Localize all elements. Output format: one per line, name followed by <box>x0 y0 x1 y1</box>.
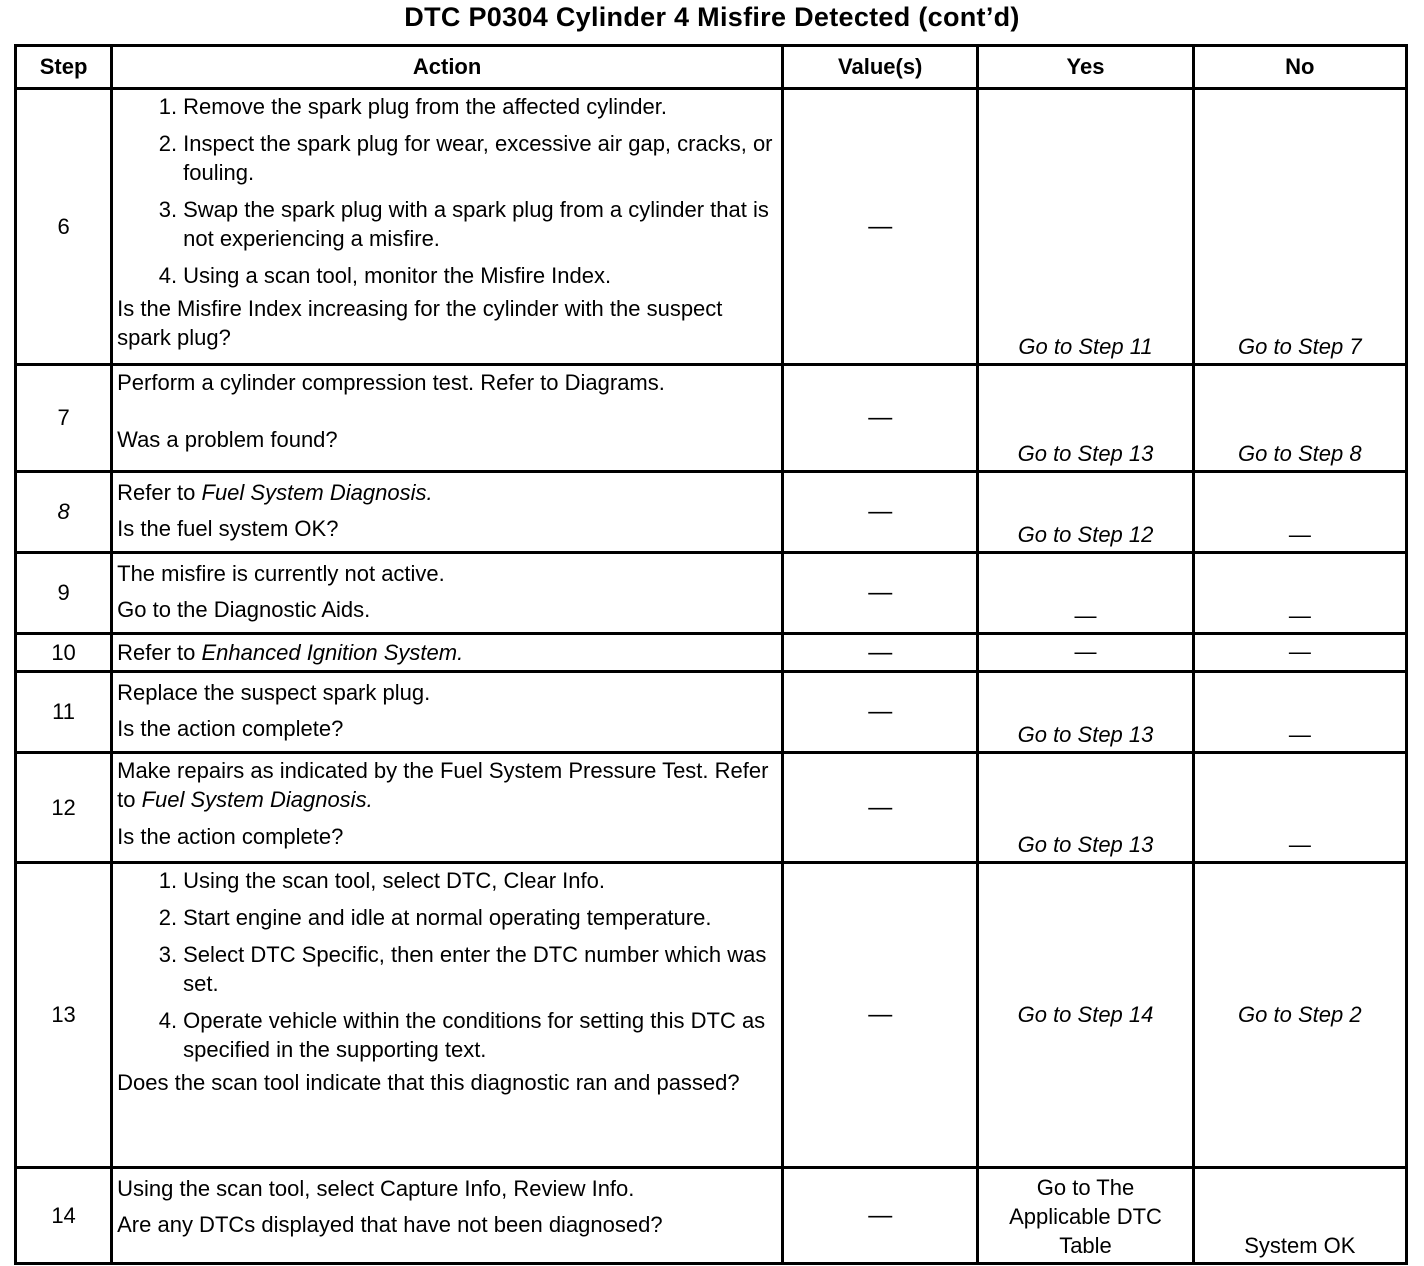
page-title: DTC P0304 Cylinder 4 Misfire Detected (cont’d) <box>404 2 1020 32</box>
yes-cell: Go to Step 14 <box>978 863 1193 1168</box>
step-number: 9 <box>16 553 112 634</box>
header-step: Step <box>16 46 112 89</box>
yes-cell: — <box>978 634 1193 672</box>
list-number: 4. <box>158 1008 178 1033</box>
action-text-prefix: Refer to <box>117 480 202 505</box>
list-item <box>158 195 777 253</box>
list-number: 2. <box>158 131 178 156</box>
action-text: Perform a cylinder compression test. Refer to Diagrams. <box>117 370 665 395</box>
list-item <box>158 940 777 998</box>
no-cell: System OK <box>1193 1168 1406 1264</box>
list-number: 4. <box>158 263 178 288</box>
list-item <box>158 92 777 121</box>
table-row <box>16 89 1407 365</box>
action-question: Are any DTCs displayed that have not been diagnosed? <box>117 1212 663 1237</box>
action-cell <box>112 365 783 472</box>
table-row <box>16 753 1407 863</box>
value-cell: — <box>783 634 978 672</box>
table-row <box>16 634 1407 672</box>
yes-cell: Go to Step 13 <box>978 753 1193 863</box>
action-cell <box>112 753 783 863</box>
list-text: Operate vehicle within the conditions for setting this DTC as specified in the supporting text. <box>183 1008 766 1062</box>
no-cell: Go to Step 2 <box>1193 863 1406 1168</box>
value-cell: — <box>783 553 978 634</box>
action-question: Is the action complete? <box>117 824 344 849</box>
yes-cell: — <box>978 553 1193 634</box>
list-item <box>158 261 777 290</box>
action-cell <box>112 863 783 1168</box>
list-item <box>158 866 777 895</box>
list-number: 1. <box>158 94 178 119</box>
no-cell: Go to Step 8 <box>1193 365 1406 472</box>
list-text: Remove the spark plug from the affected cylinder. <box>183 94 667 119</box>
step-number: 7 <box>16 365 112 472</box>
list-text: Using a scan tool, monitor the Misfire Index. <box>183 263 612 288</box>
value-cell: — <box>783 863 978 1168</box>
action-question: Is the fuel system OK? <box>117 516 339 541</box>
list-text: Select DTC Specific, then enter the DTC number which was set. <box>183 942 767 996</box>
list-item <box>158 129 777 187</box>
no-cell: — <box>1193 472 1406 553</box>
step-number: 12 <box>16 753 112 863</box>
list-number: 3. <box>158 942 178 967</box>
no-cell: — <box>1193 672 1406 753</box>
list-text: Inspect the spark plug for wear, excessive air gap, cracks, or fouling. <box>183 131 773 185</box>
step-number: 13 <box>16 863 112 1168</box>
header-action: Action <box>112 46 783 89</box>
action-cell <box>112 553 783 634</box>
value-cell: — <box>783 672 978 753</box>
yes-cell: Go to Step 11 <box>978 89 1193 365</box>
action-text: Replace the suspect spark plug. <box>117 680 431 705</box>
action-cell <box>112 1168 783 1264</box>
action-cell <box>112 672 783 753</box>
action-text-prefix: Refer to <box>117 640 202 665</box>
list-text: Using the scan tool, select DTC, Clear Info. <box>183 868 605 893</box>
action-question: Is the action complete? <box>117 716 344 741</box>
action-cell <box>112 89 783 365</box>
action-cell <box>112 472 783 553</box>
action-question: Is the Misfire Index increasing for the cylinder with the suspect spark plug? <box>117 296 723 350</box>
yes-cell <box>978 1168 1193 1264</box>
action-cell <box>112 634 783 672</box>
step-number <box>16 472 112 553</box>
value-cell: — <box>783 365 978 472</box>
table-row <box>16 365 1407 472</box>
action-text: Go to the Diagnostic Aids. <box>117 597 371 622</box>
step-number: 14 <box>16 1168 112 1264</box>
step-number: 10 <box>16 634 112 672</box>
action-question: Was a problem found? <box>117 427 338 452</box>
yes-text: Go to The Applicable DTC Table <box>1009 1175 1162 1258</box>
table-row <box>16 553 1407 634</box>
no-cell: Go to Step 7 <box>1193 89 1406 365</box>
table-header-row <box>16 46 1407 89</box>
action-text-main: Make repairs as indicated by the Fuel System Pressure Test. Refer to <box>117 758 769 812</box>
yes-cell: Go to Step 13 <box>978 672 1193 753</box>
list-number: 3. <box>158 197 178 222</box>
value-cell: — <box>783 753 978 863</box>
action-text <box>117 756 777 814</box>
yes-cell: Go to Step 12 <box>978 472 1193 553</box>
no-cell: — <box>1193 553 1406 634</box>
reference-link-fuel-system: Fuel System Diagnosis. <box>141 787 373 812</box>
header-values: Value(s) <box>783 46 978 89</box>
header-yes: Yes <box>978 46 1193 89</box>
action-text: Using the scan tool, select Capture Info, Review Info. <box>117 1176 635 1201</box>
list-text: Swap the spark plug with a spark plug from a cylinder that is not experiencing a misfire. <box>183 197 769 251</box>
step-number-text: 8 <box>57 499 70 524</box>
table-row <box>16 1168 1407 1264</box>
table-row <box>16 472 1407 553</box>
value-cell: — <box>783 472 978 553</box>
list-item <box>158 903 777 932</box>
list-number: 2. <box>158 905 178 930</box>
action-list <box>117 92 777 290</box>
header-no: No <box>1193 46 1406 89</box>
no-cell: — <box>1193 753 1406 863</box>
list-number: 1. <box>158 868 178 893</box>
action-text <box>117 475 777 511</box>
reference-link-ignition: Enhanced Ignition System. <box>201 640 464 665</box>
value-cell: — <box>783 89 978 365</box>
action-list <box>117 866 777 1064</box>
no-cell: — <box>1193 634 1406 672</box>
step-number: 11 <box>16 672 112 753</box>
list-text: Start engine and idle at normal operating temperature. <box>183 905 712 930</box>
value-cell: — <box>783 1168 978 1264</box>
step-number: 6 <box>16 89 112 365</box>
action-text: The misfire is currently not active. <box>117 561 445 586</box>
list-item <box>158 1006 777 1064</box>
action-question: Does the scan tool indicate that this diagnostic ran and passed? <box>117 1070 740 1095</box>
table-row <box>16 863 1407 1168</box>
yes-cell: Go to Step 13 <box>978 365 1193 472</box>
diagnostic-table <box>14 44 1408 1265</box>
table-row <box>16 672 1407 753</box>
reference-link-fuel-system: Fuel System Diagnosis. <box>201 480 433 505</box>
